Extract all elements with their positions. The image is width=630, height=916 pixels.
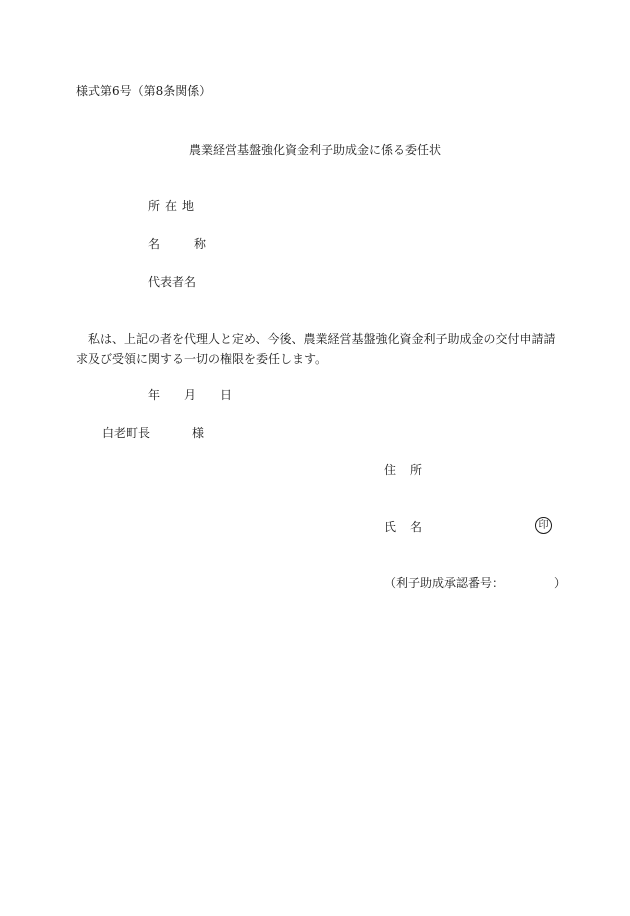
- approval-number-line: [384, 575, 566, 591]
- agent-representative-label: 代表者名: [148, 275, 197, 289]
- agent-name-char-2: 称: [194, 237, 207, 251]
- agent-location-label: 所在地: [148, 199, 200, 213]
- delegation-statement: 私は、上記の者を代理人と定め、今後、農業経営基盤強化資金利子助成金の交付申請請求及び受領に関する一切の権限を委任します。: [76, 332, 556, 366]
- addressee-honorific: 様: [192, 426, 205, 440]
- agent-name-char-1: 名: [148, 237, 161, 251]
- date-year: 年: [148, 388, 161, 402]
- date-day: 日: [220, 388, 233, 402]
- principal-address-char-2: 所: [410, 463, 423, 477]
- principal-address-label: [384, 462, 422, 478]
- addressee-name: 白老町長: [102, 426, 151, 440]
- principal-name-char-1: 氏: [384, 520, 397, 534]
- principal-address-char-1: 住: [384, 463, 397, 477]
- date-month: 月: [184, 388, 197, 402]
- agent-name-label: [148, 236, 206, 252]
- principal-name-char-2: 名: [410, 520, 423, 534]
- form-number: 様式第6号（第8条関係）: [76, 84, 212, 98]
- addressee: [102, 425, 204, 441]
- approval-number-label: （利子助成承認番号：: [384, 576, 505, 590]
- seal-mark: 印: [535, 517, 552, 534]
- principal-name-label: [384, 519, 422, 535]
- date-line: [148, 387, 232, 403]
- document-title: 農業経営基盤強化資金利子助成金に係る委任状: [189, 143, 442, 157]
- approval-number-close: ）: [554, 576, 567, 590]
